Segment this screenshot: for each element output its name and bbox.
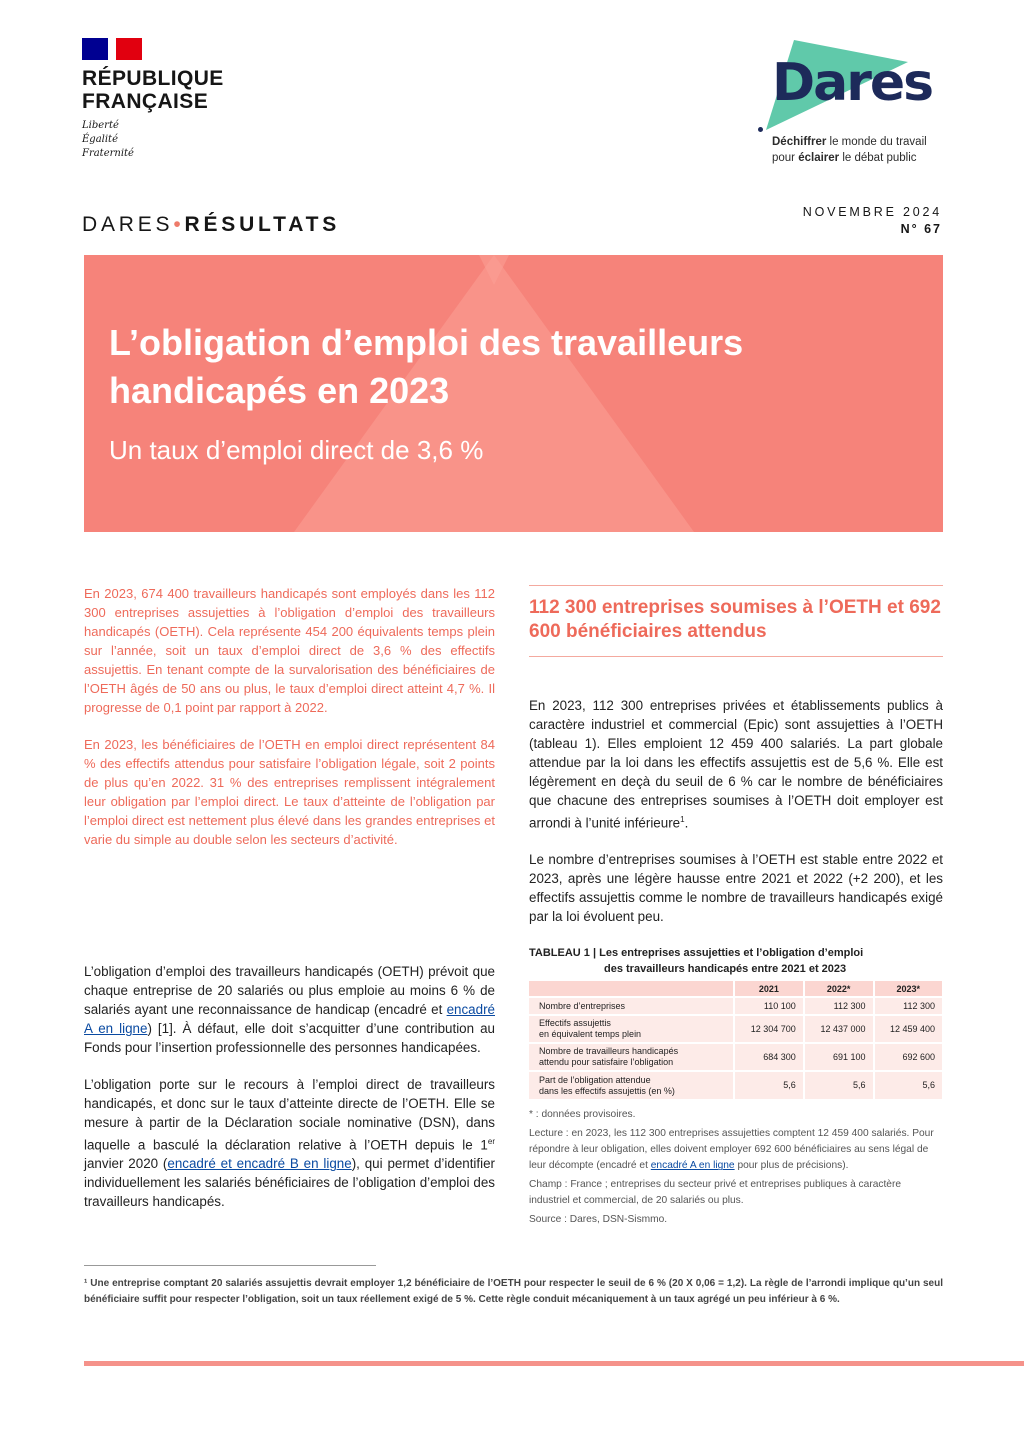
series-separator-icon: • bbox=[173, 213, 185, 236]
dares-logo bbox=[758, 38, 944, 168]
page-title: L’obligation d’emploi des travailleurs handicapés en 2023 bbox=[109, 322, 744, 411]
table-header-cell: 2023* bbox=[874, 981, 943, 997]
table-header-cell bbox=[529, 981, 734, 997]
section-title: 112 300 entreprises soumises à l’OETH et 692 600 bénéficiaires attendus bbox=[529, 596, 943, 657]
table-cell: 5,6 bbox=[734, 1071, 804, 1099]
motto-liberte: Liberté bbox=[82, 120, 119, 131]
page-subtitle: Un taux d’emploi direct de 3,6 % bbox=[109, 435, 484, 465]
table-header-cell: 2021 bbox=[734, 981, 804, 997]
section-divider bbox=[529, 585, 943, 586]
abstract-paragraph: En 2023, 674 400 travailleurs handicapés sont employés dans les 112 300 entreprises assujetties à l’obligation d’emploi des travailleurs handicapés (OETH). Cela représente 454 200 équivalents temps plein sur l’année, soit un taux d’emploi direct de 3,6 % des effectifs assujettis. En tenant compte de la survalorisation des bénéficiaires de l’OETH âgés de 50 ans ou plus, le taux d’emploi direct atteint 4,7 %. Il progresse de 0,1 point par rapport à 2022. bbox=[84, 586, 495, 715]
body-paragraph: L’obligation d’emploi des travailleurs handicapés (OETH) prévoit que chaque entreprise de 20 salariés ou plus emploie au moins 6 % de salariés ayant une reconnaissance de handicap (encadré et encadré A en ligne) [1]. À défaut, elle doit s’acquitter d’une contribution au Fonds pour l’insertion professionnelle des personnes handicapées. bbox=[84, 964, 495, 1055]
issue-date: NOVEMBRE 2024 bbox=[802, 205, 942, 219]
republique-motto bbox=[82, 119, 282, 161]
series-name: DARES•RÉSULTATS bbox=[82, 213, 341, 236]
republique-francaise-logo bbox=[82, 38, 282, 161]
table-cell: 692 600 bbox=[874, 1043, 943, 1071]
table-header-cell: 2022* bbox=[804, 981, 874, 997]
table-note-source: Source : Dares, DSN-Sismmo. bbox=[529, 1214, 668, 1226]
table-note-champ: Champ : France ; entreprises du secteur privé et entreprises publiques à caractère industriel et commercial, de 20 salariés ou plus. bbox=[529, 1179, 902, 1207]
abstract-paragraph: En 2023, les bénéficiaires de l’OETH en emploi direct représentent 84 % des effectifs attendus pour satisfaire l’obligation légale, soit 2 points de plus qu’en 2022. 31 % des entreprises remplissent intégralement leur obligation par l’emploi direct. Le taux d’atteinte de l’obligation par l’emploi direct est nettement plus élevé dans les grandes entreprises et varie du simple au double selon les secteurs d’activité. bbox=[84, 737, 495, 847]
issue-number: N° 67 bbox=[900, 222, 942, 236]
section-column bbox=[529, 585, 943, 1231]
motto-egalite: Égalité bbox=[82, 134, 118, 145]
table-cell: 5,6 bbox=[804, 1071, 874, 1099]
table-row-label: Nombre de travailleurs handicapés attendu pour satisfaire l’obligation bbox=[529, 1043, 734, 1071]
body-paragraph: En 2023, 112 300 entreprises privées et établissements publics à caractère industriel et commercial (Epic) sont assujetties à l’OETH (tableau 1). Elles emploient 12 459 400 salariés. La part globale attendue par la loi dans les effectifs assujettis est de 5,6 %. Elle est légèrement en deçà du seuil de 6 % car le nombre de bénéficiaires que chacune des entreprises soumises à l’OETH doit employer est arrondi à l’unité inférieure$^1$. bbox=[529, 698, 943, 831]
table-cell: 5,6 bbox=[874, 1071, 943, 1099]
table-cell: 112 300 bbox=[874, 997, 943, 1015]
section-text bbox=[529, 696, 943, 926]
table-cell: 691 100 bbox=[804, 1043, 874, 1071]
table-note-lecture: Lecture : en 2023, les 112 300 entreprises assujetties comptent 12 459 400 salariés. Pour répondre à leur obligation, elles doivent employer 692 600 bénéficiaires au sens légal de leur décompte (encadré et encadré A en ligne pour plus de précisions). bbox=[529, 1128, 934, 1172]
dares-tagline: Déchiffrer le monde du travail pour éclairer le débat public bbox=[772, 136, 927, 164]
footnote-ref[interactable]: 1 bbox=[680, 815, 685, 824]
table-note-provisional: * : données provisoires. bbox=[529, 1109, 636, 1121]
table-caption: TABLEAU 1 | Les entreprises assujetties et l’obligation d’emploi des travailleurs handicapés entre 2021 et 2023 bbox=[529, 947, 864, 976]
data-table bbox=[529, 981, 942, 1099]
intro-text bbox=[84, 962, 495, 1229]
table-cell: 112 300 bbox=[804, 997, 874, 1015]
footnote: ¹ Une entreprise comptant 20 salariés assujettis devrait employer 1,2 bénéficiaire de l’OETH pour respecter le seuil de 6 % (20 X 0,06 = 1,2). La règle de l’arrondi implique qu’un seul bénéficiaire suffit pour respecter l’obligation, soit un taux réellement exigé de 5 %. Cette règle conduit mécaniquement à un taux agrégé un peu inférieur à 6 %. bbox=[84, 1278, 943, 1305]
table-header-row bbox=[529, 981, 942, 997]
title-banner bbox=[84, 255, 943, 532]
table-cell: 684 300 bbox=[734, 1043, 804, 1071]
table-row bbox=[529, 1071, 942, 1099]
table-row-label: Effectifs assujettis en équivalent temps plein bbox=[529, 1015, 734, 1043]
table-cell: 12 459 400 bbox=[874, 1015, 943, 1043]
abstract bbox=[84, 584, 495, 867]
table-row bbox=[529, 1043, 942, 1071]
body-paragraph: L’obligation porte sur le recours à l’emploi direct de travailleurs handicapés, et donc sur le taux d’atteinte directe de l’OETH. Elle se mesure à partir de la Déclaration sociale nominative (DSN), dans laquelle a basculé la déclaration relative à l’OETH depuis le 1er janvier 2020 (encadré et encadré B en ligne), qui permet d’identifier individuellement les salariés bénéficiaires de l’obligation d’emploi des travailleurs handicapés. bbox=[84, 1077, 496, 1210]
republique-line1: RÉPUBLIQUE bbox=[82, 67, 224, 90]
encadre-a-link-table[interactable]: encadré A en ligne bbox=[650, 1160, 735, 1172]
table-row-label: Nombre d’entreprises bbox=[529, 997, 734, 1015]
motto-fraternite: Fraternité bbox=[82, 148, 134, 159]
table-notes bbox=[529, 1107, 943, 1228]
table-cell: 110 100 bbox=[734, 997, 804, 1015]
table-cell: 12 304 700 bbox=[734, 1015, 804, 1043]
french-flag-icon bbox=[82, 38, 142, 60]
republique-line2: FRANÇAISE bbox=[82, 90, 209, 113]
table-row bbox=[529, 997, 942, 1015]
table-cell: 12 437 000 bbox=[804, 1015, 874, 1043]
republique-name bbox=[82, 67, 282, 113]
body-paragraph: Le nombre d’entreprises soumises à l’OETH est stable entre 2022 et 2023, après une légère hausse entre 2021 et 2022 (+2 200), et les effectifs assujettis comme le nombre de travailleurs handicapés exigé par la loi évoluent peu. bbox=[529, 852, 943, 925]
table-row-label: Part de l’obligation attendue dans les effectifs assujettis (en %) bbox=[529, 1071, 734, 1099]
footnote-divider bbox=[84, 1265, 376, 1266]
encadre-a-link[interactable]: encadré A en ligne bbox=[84, 1002, 495, 1036]
table-row bbox=[529, 1015, 942, 1043]
dares-dot-icon bbox=[758, 127, 763, 132]
footer-bar bbox=[84, 1361, 1024, 1366]
encadre-b-link[interactable]: encadré et encadré B en ligne bbox=[167, 1156, 352, 1172]
dares-brand: Dares bbox=[772, 53, 933, 113]
